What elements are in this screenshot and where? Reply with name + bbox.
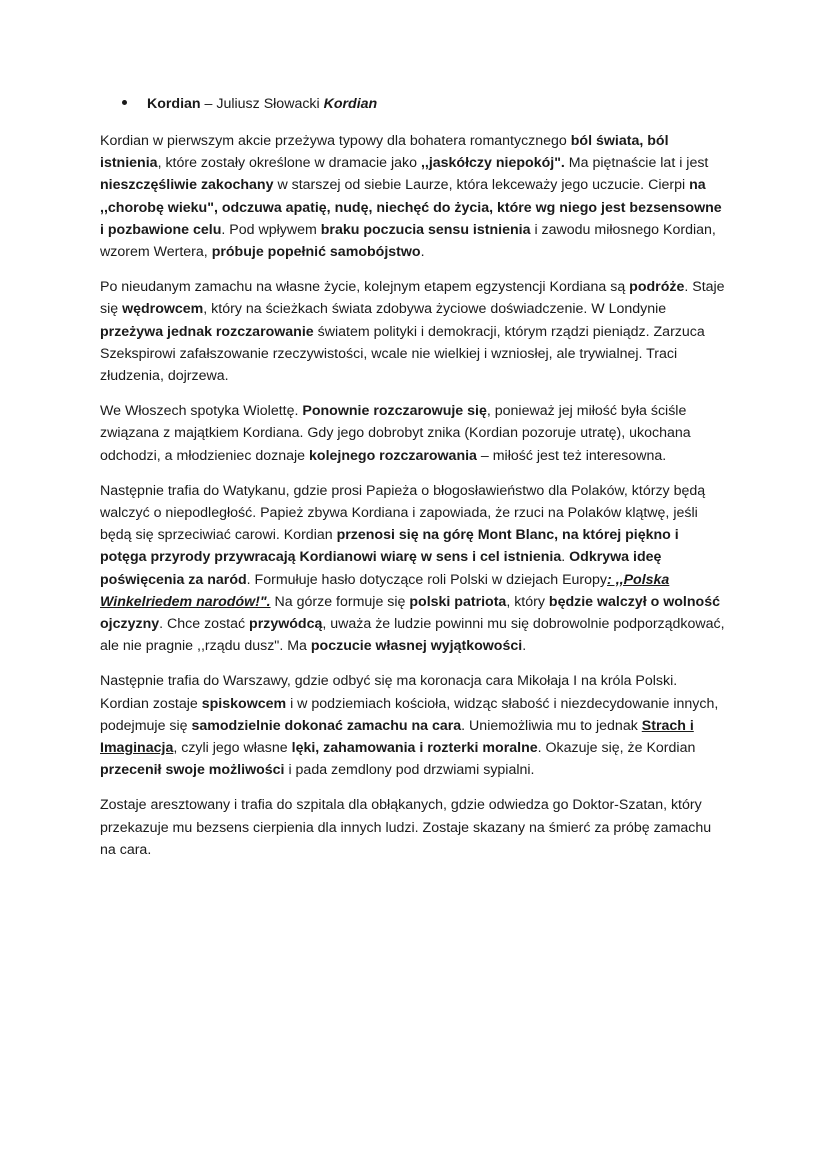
bold-text: próbuje popełnić samobójstwo xyxy=(211,244,421,261)
bold-text: przecenił swoje możliwości xyxy=(100,762,285,779)
bold-text: przeżywa jednak rozczarowanie xyxy=(100,323,314,340)
paragraph xyxy=(100,276,728,387)
bold-text: braku poczucia sensu istnienia xyxy=(320,221,531,238)
paragraph xyxy=(100,794,728,861)
heading-title: Kordian xyxy=(147,96,201,112)
text-run: . Chce zostać xyxy=(159,616,250,633)
bold-text: Ponownie rozczarowuje się xyxy=(302,403,487,420)
bold-text: przywódcą xyxy=(249,616,323,633)
paragraph xyxy=(100,670,728,781)
bold-text: kolejnego rozczarowania xyxy=(309,447,477,464)
bullet-icon xyxy=(122,100,127,105)
text-run: i w podziemiach kościoła, widząc słabość i niezdecydowanie innych, podejmuje się xyxy=(100,695,719,734)
bold-text: polski patriota xyxy=(409,593,507,610)
text-run: Kordian w pierwszym akcie przeżywa typowy dla bohatera romantycznego xyxy=(100,133,571,149)
bold-text: będzie walczył o wolność ojczyzny xyxy=(100,593,720,633)
bold-text: ból świata, ból istnienia xyxy=(100,133,669,172)
text-run: – miłość jest też interesowna. xyxy=(476,447,667,464)
text-run: , które zostały określone w dramacie jako xyxy=(157,155,421,172)
text-run: . Uniemożliwia mu to jednak xyxy=(461,717,642,734)
text-run: światem polityki i demokracji, którym rządzi pieniądz. Zarzuca Szekspirowi zafałszowanie rzeczywistości, wcale nie wielkiej i wzniosłej, ale trywialnej. Traci złudzenia, dojrzewa. xyxy=(100,323,705,385)
paragraph xyxy=(100,400,728,467)
bold-text: spiskowcem xyxy=(201,695,287,712)
text-run: , czyli jego własne xyxy=(173,740,292,757)
text-run: . Staje się xyxy=(100,279,725,318)
bold-text: Odkrywa ideę poświęcenia za naród xyxy=(100,549,662,588)
bold-text: samodzielnie dokonać zamachu na cara xyxy=(191,717,462,734)
heading-author: – Juliusz Słowacki xyxy=(200,96,324,112)
text-run: Zostaje aresztowany i trafia do szpitala dla obłąkanych, gdzie odwiedza go Doktor-Szatan, który przekazuje mu bezsens cierpienia dla innych ludzi. Zostaje skazany na śmierć za próbę zamachu na cara. xyxy=(100,797,712,858)
bold-text: na ,,chorobę wieku", odczuwa apatię, nudę, niechęć do życia, które wg niego jest bezsensowne i pozbawione celu xyxy=(100,177,722,238)
paragraph xyxy=(100,130,728,263)
text-run: . Pod wpływem xyxy=(221,221,321,238)
text-run: Po nieudanym zamachu na własne życie, kolejnym etapem egzystencji Kordiana są xyxy=(100,279,630,296)
body-text xyxy=(100,130,728,861)
text-run: Następnie trafia do Warszawy, gdzie odbyć się ma koronacja cara Mikołaja I na króla Polski. Kordian zostaje xyxy=(100,673,678,712)
text-run: . xyxy=(561,549,570,566)
text-run: . Formułuje hasło dotyczące roli Polski w dziejach Europy xyxy=(246,571,608,588)
heading-text xyxy=(147,94,377,114)
text-run: , uważa że ludzie powinni mu się dobrowolnie podporządkować, ale nie pragnie ,,rządu dusz". Ma xyxy=(100,616,725,655)
text-run: Na górze formuje się xyxy=(270,593,410,610)
text-run: , który na ścieżkach świata zdobywa życiowe doświadczenie. W Londynie xyxy=(203,301,667,318)
text-run: , który xyxy=(506,593,549,610)
bold-text: wędrowcem xyxy=(122,301,204,318)
text-run: i zawodu miłosnego Kordian, wzorem Wertera, xyxy=(100,221,716,261)
emphasis-text: Strach i Imaginacja xyxy=(100,717,694,757)
text-run: . Okazuje się, że Kordian xyxy=(537,740,696,757)
bold-text: lęki, zahamowania i rozterki moralne xyxy=(291,740,538,757)
text-run: i pada zemdlony pod drzwiami sypialni. xyxy=(284,762,535,779)
text-run: . xyxy=(420,244,425,261)
text-run: We Włoszech spotyka Wiolettę. xyxy=(100,403,303,420)
heading-work-title: Kordian xyxy=(323,96,378,112)
bold-text: ,,jaskółczy niepokój". xyxy=(420,155,565,172)
text-run: w starszej od siebie Laurze, która lekceważy jego uczucie. Cierpi xyxy=(273,177,690,194)
section-heading xyxy=(122,94,728,114)
text-run: Ma piętnaście lat i jest xyxy=(564,155,709,172)
bold-text: przenosi się na górę Mont Blanc, na której piękno i potęga przyrody przywracają Kordianowi wiarę w sens i cel istnienia xyxy=(100,527,679,566)
bold-text: podróże xyxy=(629,279,685,296)
bold-text: poczucie własnej wyjątkowości xyxy=(310,638,523,655)
text-run: Następnie trafia do Watykanu, gdzie prosi Papieża o błogosławieństwo dla Polaków, którzy będą walczyć o niepodległość. Papież zbywa Kordiana i zapowiada, że rzuci na Polaków klątwę, jeśli będą się sprzeciwiać carowi. Kordian xyxy=(100,482,706,544)
paragraph xyxy=(100,480,728,658)
text-run: . xyxy=(522,638,527,655)
emphasis-text: : ,,Polska Winkelriedem narodów!". xyxy=(100,571,670,610)
bold-text: nieszczęśliwie zakochany xyxy=(100,177,274,194)
text-run: , ponieważ jej miłość była ściśle związana z majątkiem Kordiana. Gdy jego dobrobyt znika (Kordian pozoruje utratę), ukochana odchodzi, a młodzieniec doznaje xyxy=(100,403,691,464)
